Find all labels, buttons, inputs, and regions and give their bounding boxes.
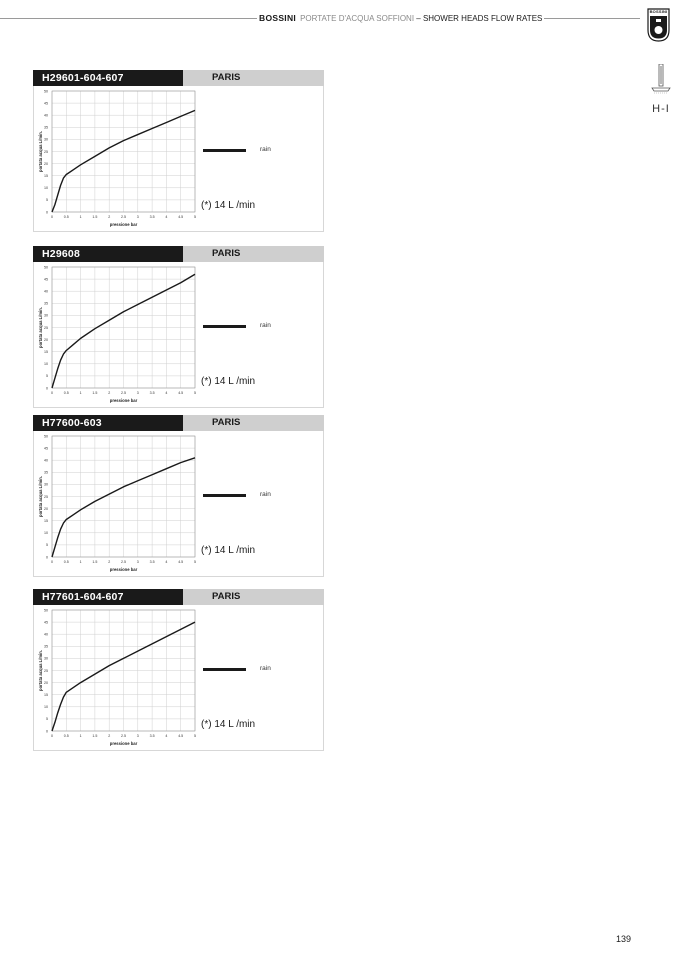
- chart-body: [33, 86, 324, 232]
- y-axis-label: portata acqua L/min.: [38, 131, 43, 172]
- y-tick-label: 25: [44, 325, 48, 330]
- y-tick-label: 35: [44, 470, 48, 475]
- y-tick-label: 10: [44, 531, 48, 536]
- panel-header: [33, 589, 324, 605]
- y-tick-label: 5: [46, 543, 48, 548]
- x-tick-label: 1.5: [92, 391, 98, 395]
- x-tick-label: 3: [136, 734, 139, 738]
- y-tick-label: 35: [44, 125, 48, 130]
- x-tick-label: 3: [136, 215, 139, 219]
- product-name: PARIS: [183, 589, 324, 605]
- x-tick-label: 5: [194, 734, 196, 738]
- x-tick-label: 5: [194, 215, 196, 219]
- flow-chart-panel: [33, 415, 324, 577]
- legend-label: rain: [260, 322, 271, 329]
- flow-rate-note: (*) 14 L /min: [201, 719, 256, 730]
- product-code: H77600-603: [33, 415, 183, 431]
- x-tick-label: 5: [194, 391, 196, 395]
- x-axis-label: pressione bar: [109, 222, 138, 227]
- y-tick-label: 30: [44, 137, 48, 142]
- y-tick-label: 40: [44, 113, 48, 118]
- x-tick-label: 2.5: [121, 215, 126, 219]
- y-tick-label: 45: [44, 620, 48, 625]
- page-number: 139: [616, 934, 632, 944]
- section-code: H-I: [652, 103, 670, 115]
- y-tick-label: 0: [46, 386, 48, 391]
- y-tick-label: 45: [44, 101, 48, 106]
- legend-label: rain: [260, 491, 271, 498]
- flow-chart-panel: [33, 70, 324, 232]
- y-tick-label: 45: [44, 446, 48, 451]
- y-tick-label: 35: [44, 644, 48, 649]
- y-tick-label: 25: [44, 668, 48, 673]
- x-tick-label: 3.5: [149, 560, 155, 564]
- legend-line: [203, 668, 246, 671]
- y-tick-label: 5: [46, 374, 48, 379]
- y-axis-label: portata acqua L/min.: [38, 476, 43, 517]
- x-tick-label: 2: [108, 560, 111, 564]
- y-tick-label: 50: [44, 89, 48, 94]
- x-tick-label: 2.5: [121, 734, 126, 738]
- x-tick-label: 3.5: [149, 734, 155, 738]
- x-tick-label: 4: [165, 391, 168, 395]
- x-tick-label: 0: [51, 734, 53, 738]
- x-tick-label: 0.5: [63, 391, 69, 395]
- x-tick-label: 2.5: [121, 560, 126, 564]
- y-tick-label: 0: [46, 555, 48, 560]
- x-axis-label: pressione bar: [109, 741, 138, 746]
- y-tick-label: 50: [44, 434, 48, 439]
- x-axis-label: pressione bar: [109, 567, 138, 572]
- legend-line: [203, 149, 246, 152]
- header-title-en: – SHOWER HEADS FLOW RATES: [414, 14, 543, 23]
- x-tick-label: 0.5: [63, 215, 69, 219]
- product-name: PARIS: [183, 70, 324, 86]
- flow-rate-chart: [34, 86, 325, 232]
- product-code: H29608: [33, 246, 183, 262]
- x-tick-label: 2.5: [121, 391, 126, 395]
- y-tick-label: 0: [46, 729, 48, 734]
- x-tick-label: 4: [165, 215, 168, 219]
- flow-chart-panel: [33, 589, 324, 751]
- product-code: H77601-604-607: [33, 589, 183, 605]
- x-tick-label: 1.5: [92, 734, 98, 738]
- chart-body: [33, 262, 324, 408]
- x-tick-label: 3.5: [149, 215, 155, 219]
- y-tick-label: 30: [44, 482, 48, 487]
- y-tick-label: 50: [44, 608, 48, 613]
- y-tick-label: 20: [44, 506, 48, 511]
- x-tick-label: 4.5: [178, 734, 184, 738]
- flow-rate-chart: [34, 431, 325, 577]
- chart-body: [33, 431, 324, 577]
- product-name: PARIS: [183, 415, 324, 431]
- x-tick-label: 1.5: [92, 215, 98, 219]
- x-tick-label: 1.5: [92, 560, 98, 564]
- x-tick-label: 4.5: [178, 391, 184, 395]
- x-tick-label: 4.5: [178, 560, 184, 564]
- x-tick-label: 0: [51, 391, 53, 395]
- y-tick-label: 40: [44, 458, 48, 463]
- flow-rate-chart: [34, 262, 325, 408]
- x-tick-label: 4.5: [178, 215, 184, 219]
- y-tick-label: 10: [44, 186, 48, 191]
- y-tick-label: 10: [44, 362, 48, 367]
- product-name: PARIS: [183, 246, 324, 262]
- y-tick-label: 20: [44, 161, 48, 166]
- y-tick-label: 10: [44, 705, 48, 710]
- x-tick-label: 3: [136, 391, 139, 395]
- y-tick-label: 5: [46, 717, 48, 722]
- x-tick-label: 1: [79, 215, 82, 219]
- panel-header: [33, 246, 324, 262]
- header-title: [257, 13, 544, 23]
- x-tick-label: 4: [165, 734, 168, 738]
- chart-body: [33, 605, 324, 751]
- y-tick-label: 20: [44, 337, 48, 342]
- y-tick-label: 15: [44, 174, 48, 178]
- flow-rate-chart: [34, 605, 325, 751]
- y-tick-label: 45: [44, 277, 48, 282]
- x-tick-label: 0.5: [63, 734, 69, 738]
- legend-line: [203, 325, 246, 328]
- y-tick-label: 25: [44, 149, 48, 154]
- legend-label: rain: [260, 146, 271, 153]
- y-tick-label: 15: [44, 693, 48, 697]
- legend-label: rain: [260, 665, 271, 672]
- y-tick-label: 30: [44, 313, 48, 318]
- y-tick-label: 40: [44, 289, 48, 294]
- x-tick-label: 0: [51, 560, 53, 564]
- flow-chart-panel: [33, 246, 324, 408]
- y-tick-label: 50: [44, 265, 48, 270]
- y-tick-label: 35: [44, 301, 48, 306]
- x-tick-label: 5: [194, 560, 196, 564]
- x-tick-label: 2: [108, 391, 111, 395]
- y-tick-label: 30: [44, 656, 48, 661]
- x-tick-label: 2: [108, 734, 111, 738]
- product-code: H29601-604-607: [33, 70, 183, 86]
- y-tick-label: 20: [44, 680, 48, 685]
- y-tick-label: 40: [44, 632, 48, 637]
- y-tick-label: 0: [46, 210, 48, 215]
- x-tick-label: 2: [108, 215, 111, 219]
- y-axis-label: portata acqua L/min.: [38, 307, 43, 348]
- x-tick-label: 0: [51, 215, 53, 219]
- header-brand: BOSSINI: [259, 13, 297, 23]
- shower-head-icon: [650, 64, 672, 98]
- x-tick-label: 1: [79, 734, 82, 738]
- x-tick-label: 0.5: [63, 560, 69, 564]
- flow-rate-note: (*) 14 L /min: [201, 376, 256, 387]
- x-tick-label: 3: [136, 560, 139, 564]
- y-tick-label: 5: [46, 198, 48, 203]
- y-tick-label: 15: [44, 350, 48, 354]
- x-axis-label: pressione bar: [109, 398, 138, 403]
- panel-header: [33, 70, 324, 86]
- legend-line: [203, 494, 246, 497]
- y-tick-label: 25: [44, 494, 48, 499]
- flow-rate-note: (*) 14 L /min: [201, 545, 256, 556]
- x-tick-label: 4: [165, 560, 168, 564]
- x-tick-label: 1: [79, 560, 82, 564]
- x-tick-label: 3.5: [149, 391, 155, 395]
- x-tick-label: 1: [79, 391, 82, 395]
- logo-label: BOSSINI: [649, 9, 668, 14]
- header-title-it: PORTATE D'ACQUA SOFFIONI: [300, 14, 415, 23]
- panel-header: [33, 415, 324, 431]
- flow-rate-note: (*) 14 L /min: [201, 200, 256, 211]
- y-tick-label: 15: [44, 519, 48, 523]
- y-axis-label: portata acqua L/min.: [38, 650, 43, 691]
